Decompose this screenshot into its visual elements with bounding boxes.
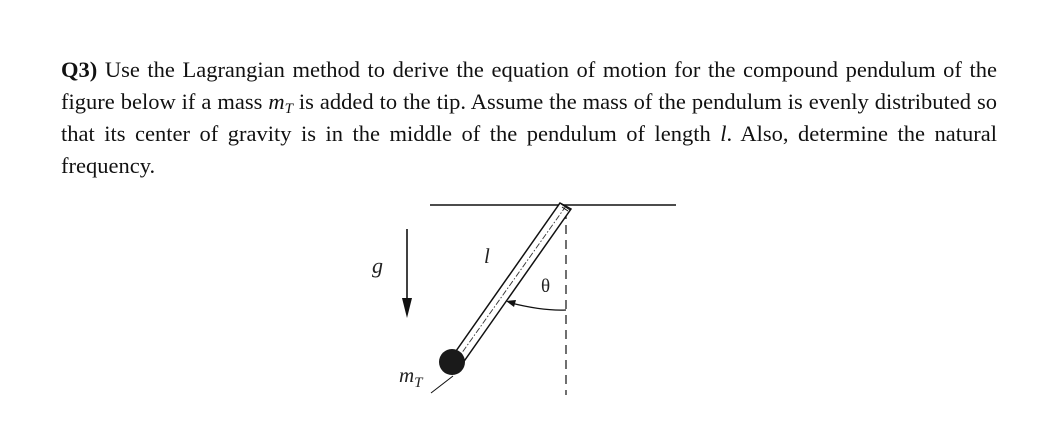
gravity-label: g xyxy=(372,253,383,278)
angle-arrowhead xyxy=(506,300,516,307)
tip-mass-ball xyxy=(439,349,465,375)
length-label: l xyxy=(484,244,490,268)
tip-mass-label xyxy=(399,363,424,391)
question-number: Q3) xyxy=(61,57,98,82)
tip-mass-subscript: T xyxy=(284,101,293,117)
length-symbol: l xyxy=(720,121,727,146)
tip-mass-leader xyxy=(431,376,453,393)
question-part-1: Use the Lagrangian method to derive the equation of motion for the compound pendulum of the figure below if a mass xyxy=(61,57,997,114)
question-part-2: is added to the tip. Assume the mass of the pendulum is evenly distributed so that its center of gravity is in the middle of the pendulum of length xyxy=(61,89,997,146)
gravity-arrowhead xyxy=(402,298,412,318)
tip-mass-label-m: m xyxy=(399,363,415,387)
question-part-3: . Also, determine the natural frequency. xyxy=(61,121,997,178)
tip-mass-label-subscript: T xyxy=(414,375,423,391)
angle-label: θ xyxy=(541,276,551,297)
tip-mass-symbol: m xyxy=(268,89,285,114)
angle-arc xyxy=(511,303,566,310)
pendulum-rod xyxy=(449,203,571,367)
